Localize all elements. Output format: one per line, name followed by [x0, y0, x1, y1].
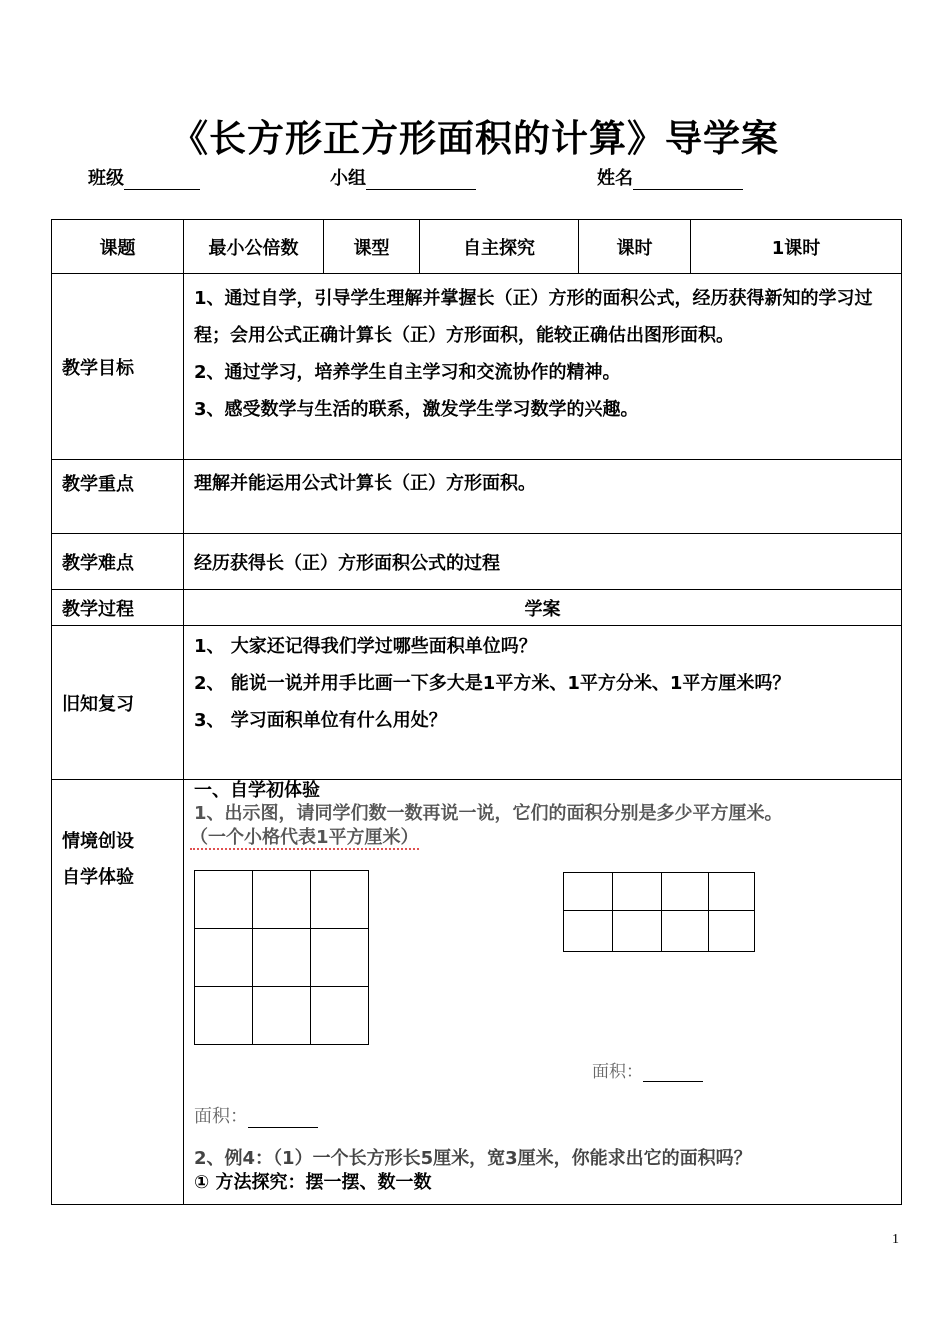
area-right	[592, 1057, 703, 1082]
class-blank	[124, 171, 200, 190]
goals-content	[184, 274, 902, 460]
grid-cell	[195, 871, 253, 929]
area-right-blank	[643, 1065, 703, 1082]
grid-cell	[253, 929, 311, 987]
name-label: 姓名	[597, 168, 633, 189]
topic-value: 最小公倍数	[184, 220, 324, 274]
section-title: 一、自学初体验	[194, 780, 320, 801]
area-left-blank	[248, 1110, 318, 1128]
key-point-row	[52, 460, 902, 534]
hours-label: 课时	[579, 220, 691, 274]
type-label: 课型	[324, 220, 420, 274]
review-item: 3、 学习面积单位有什么用处？	[194, 710, 447, 731]
goals-label: 教学目标	[52, 274, 184, 460]
grid-cell	[709, 873, 755, 911]
type-value: 自主探究	[420, 220, 579, 274]
goals-row	[52, 274, 902, 460]
review-content	[184, 626, 902, 780]
situation-label	[52, 780, 184, 1205]
group-field	[330, 164, 476, 190]
situation-row	[52, 780, 902, 1205]
header-row	[52, 220, 902, 274]
grid-cell	[613, 911, 662, 952]
review-row	[52, 626, 902, 780]
question-2: 2、例4：（1）一个长方形长5厘米，宽3厘米，你能求出它的面积吗？	[194, 1148, 752, 1169]
name-blank	[633, 171, 743, 190]
goal-item: 3、感受数学与生活的联系，激发学生学习数学的兴趣。	[194, 399, 639, 420]
page-number: 1	[892, 1232, 899, 1247]
difficulty-text: 经历获得长（正）方形面积公式的过程	[184, 534, 902, 590]
key-point-text: 理解并能运用公式计算长（正）方形面积。	[184, 460, 902, 534]
topic-label: 课题	[52, 220, 184, 274]
question-1-note-text: （一个小格代表1平方厘米）	[190, 827, 419, 848]
group-label: 小组	[330, 168, 366, 189]
process-header: 学案	[184, 590, 902, 626]
difficulty-label: 教学难点	[52, 534, 184, 590]
class-label: 班级	[88, 168, 124, 189]
group-blank	[366, 171, 476, 190]
grid-2x4	[563, 872, 755, 952]
question-1-note	[190, 826, 419, 850]
name-field	[597, 164, 743, 190]
grid-cell	[564, 873, 613, 911]
grid-cell	[253, 871, 311, 929]
situation-content	[184, 780, 902, 1205]
grid-cell	[564, 911, 613, 952]
lesson-plan-table	[51, 219, 902, 1205]
area-left-label: 面积：	[194, 1106, 248, 1127]
grid-cell	[195, 987, 253, 1045]
grid-3x3	[194, 870, 369, 1045]
class-field	[88, 164, 200, 190]
question-2-method: ① 方法探究：摆一摆、数一数	[194, 1172, 432, 1193]
situation-label-line2: 自学体验	[62, 867, 134, 888]
situation-label-line1: 情境创设	[62, 831, 134, 852]
grid-cell	[662, 873, 709, 911]
grid-cell	[195, 929, 253, 987]
review-item: 2、 能说一说并用手比画一下多大是1平方米、1平方分米、1平方厘米吗？	[194, 673, 791, 694]
goal-item: 1、通过自学，引导学生理解并掌握长（正）方形的面积公式，经历获得新知的学习过程；会用公式正确计算长（正）方形面积，能较正确估出图形面积。	[194, 288, 873, 346]
review-item: 1、 大家还记得我们学过哪些面积单位吗？	[194, 636, 537, 657]
review-label: 旧知复习	[52, 626, 184, 780]
grid-cell	[253, 987, 311, 1045]
difficulty-row	[52, 534, 902, 590]
key-point-label: 教学重点	[52, 460, 184, 534]
grid-cell	[311, 987, 369, 1045]
grid-cell	[311, 871, 369, 929]
area-left	[194, 1102, 318, 1128]
area-right-label: 面积：	[592, 1062, 643, 1082]
document-title: 《长方形正方形面积的计算》导学案	[171, 117, 779, 160]
process-label: 教学过程	[52, 590, 184, 626]
question-1: 1、出示图，请同学们数一数再说一说，它们的面积分别是多少平方厘米。	[194, 803, 783, 824]
goal-item: 2、通过学习，培养学生自主学习和交流协作的精神。	[194, 362, 621, 383]
process-row	[52, 590, 902, 626]
grid-cell	[662, 911, 709, 952]
grid-cell	[709, 911, 755, 952]
grid-cell	[311, 929, 369, 987]
grid-cell	[613, 873, 662, 911]
hours-value: 1课时	[691, 220, 902, 274]
